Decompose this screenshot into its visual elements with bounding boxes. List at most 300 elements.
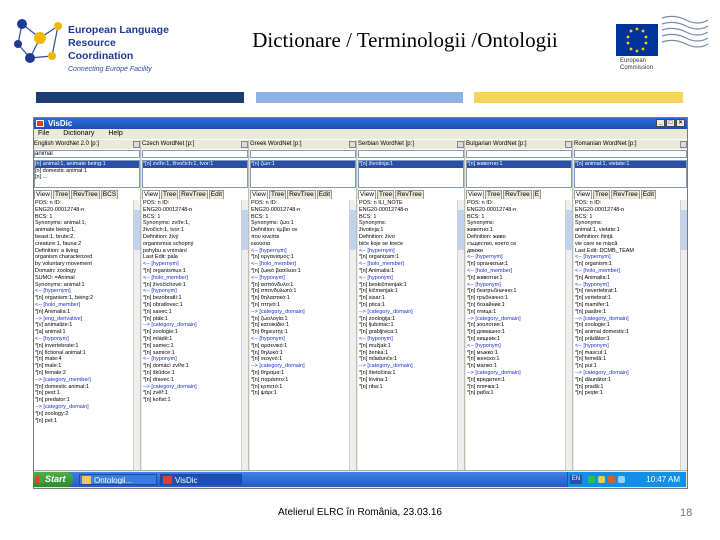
- panel-tab[interactable]: View: [36, 191, 50, 198]
- start-label: Start: [45, 474, 66, 484]
- synset-line[interactable]: *[n] organizam:1: [359, 254, 400, 261]
- system-tray: [567, 472, 686, 487]
- synset-line[interactable]: *[n] škůdce:1: [143, 369, 175, 376]
- synset-line: που κινείται: [251, 233, 280, 240]
- synset-line[interactable]: *[n] dăunător:1: [575, 376, 612, 383]
- synset-line: Synonyms: zvíře:1,: [143, 220, 190, 227]
- window-titlebar[interactable]: [34, 118, 687, 129]
- panel-tabs: [34, 190, 140, 199]
- synset-line: BCS: 1: [467, 213, 485, 220]
- panel-search-input[interactable]: [250, 150, 356, 158]
- panel-results-list: [34, 160, 140, 188]
- taskbar-item-ontologii[interactable]: [79, 474, 157, 485]
- panel-tab[interactable]: RevTree: [181, 191, 206, 198]
- synset-line[interactable]: *[n] mužjak:1: [359, 342, 391, 349]
- synset-line: POS: n ILI_NOTE: [359, 200, 403, 206]
- dictionary-panel: [34, 140, 141, 470]
- synset-line: ENG20-00012748-n: [251, 206, 301, 213]
- panel-results-list: [142, 160, 248, 188]
- menu-dictionary[interactable]: Dictionary: [63, 130, 95, 137]
- panel-dictionary-select[interactable]: [250, 140, 356, 149]
- visdic-app-icon: [163, 476, 172, 484]
- synset-line[interactable]: *[n] riba:1: [359, 383, 383, 390]
- synset-line: --> [category_domain]: [251, 363, 305, 370]
- scrollbar-thumb[interactable]: [681, 210, 687, 250]
- panel-scrollbar[interactable]: [133, 200, 140, 470]
- panel-dictionary-name: Serbian WordNet [p:]: [358, 141, 414, 147]
- synset-line[interactable]: *[n] малко:1: [467, 363, 497, 370]
- synset-line: organismus schopný: [143, 240, 194, 247]
- synset-line[interactable]: *[n] kičmenjak:1: [359, 288, 398, 295]
- synset-line[interactable]: *[n] животни:1: [467, 274, 503, 281]
- panel-dictionary-select[interactable]: [34, 140, 140, 149]
- synset-line[interactable]: *[n] ψάρι:1: [251, 390, 277, 397]
- synset-line[interactable]: *[n] риба:1: [467, 390, 494, 397]
- panel-tab[interactable]: Tree: [594, 191, 609, 198]
- synset-line: <-- [hypernym]: [359, 247, 395, 254]
- synset-line: by voluntary movement: [35, 261, 92, 268]
- elrc-logo-text: [68, 24, 170, 76]
- synset-line[interactable]: *[n] zoologie:1: [575, 322, 610, 329]
- ec-logo-caption: [620, 58, 653, 72]
- synset-line: ENG20-00012748-n: [575, 206, 625, 213]
- synset-line[interactable]: *[n] παράσιτο:1: [251, 376, 289, 383]
- decor-bar-navy: [36, 92, 244, 103]
- synset-line[interactable]: *[n] pește:1: [575, 390, 603, 397]
- panel-tab[interactable]: View: [360, 191, 374, 198]
- synset-line[interactable]: *[n] πτηνό:1: [251, 301, 281, 308]
- language-indicator[interactable]: EN: [571, 476, 581, 482]
- synset-line: <-- [hyponym]: [359, 335, 393, 342]
- synset-line[interactable]: *[n] mate:4: [35, 356, 62, 363]
- menu-bar: [34, 129, 687, 139]
- synset-line[interactable]: *[n] domácí zvíře:1: [143, 363, 189, 370]
- synset-line[interactable]: *[n] grabljivica:1: [359, 329, 398, 336]
- synset-line[interactable]: *[n] vertebrat:1: [575, 295, 612, 302]
- synset-line[interactable]: *[n] zoologie:1: [143, 329, 178, 336]
- app-icon: [36, 120, 44, 127]
- synset-line[interactable]: *[n] ασπόνδυλο:1: [251, 281, 294, 288]
- synset-line: Synonyms:: [467, 220, 495, 227]
- elrc-logo-line2: Resource Coordination: [68, 37, 134, 62]
- panel-results-list: [466, 160, 572, 188]
- elrc-logo: [10, 10, 170, 75]
- synset-line[interactable]: *[n] prădător:1: [575, 335, 610, 342]
- synset-line[interactable]: *[n] организъм:1: [467, 261, 509, 268]
- synset-line[interactable]: *[n] pasăre:1: [575, 308, 607, 315]
- synset-line: Synonyms:: [575, 220, 603, 227]
- synset-line: <-- [holo_member]: [35, 301, 81, 308]
- synset-line[interactable]: *[n] femelă:1: [575, 356, 606, 363]
- panel-tab[interactable]: BCS: [102, 191, 117, 198]
- synset-line[interactable]: *[n] domestic animal:1: [35, 383, 90, 390]
- list-item[interactable]: *[n] animal:1, vietate:1: [575, 161, 686, 168]
- slide-title: Dictionare / Terminologii /Ontologii: [252, 28, 558, 52]
- panel-tabs: [358, 190, 464, 199]
- start-button[interactable]: [33, 472, 73, 487]
- synset-line[interactable]: *[n] mládě:1: [143, 335, 173, 342]
- panel-scrollbar[interactable]: [241, 200, 248, 470]
- list-item[interactable]: *[n] zvíře:1, živočich:1, tvor:1: [143, 161, 247, 168]
- chevron-down-icon[interactable]: [457, 141, 464, 148]
- synset-line: --> [category_domain]: [143, 322, 197, 329]
- panel-tab[interactable]: Tree: [378, 191, 393, 198]
- visdic-window: [33, 117, 688, 489]
- synset-line[interactable]: *[n] dravec:1: [143, 376, 174, 383]
- synset-line: Synonyms:: [359, 220, 387, 227]
- dictionary-panel: [142, 140, 249, 470]
- synset-line: --> [category_domain]: [251, 308, 305, 315]
- close-icon[interactable]: ×: [676, 119, 685, 127]
- synset-line: <-- [hypernym]: [143, 261, 179, 268]
- panel-tab[interactable]: RevTree: [613, 191, 638, 198]
- synset-line[interactable]: *[n] домашно:1: [467, 329, 505, 336]
- synset-line[interactable]: *[n] zoology:2: [35, 410, 69, 417]
- synset-line: <-- [holo_member]: [467, 267, 513, 274]
- panel-tab[interactable]: RevTree: [289, 191, 314, 198]
- decor-bar-lightblue: [256, 92, 463, 103]
- synset-line[interactable]: *[n] бозайник:1: [467, 301, 505, 308]
- synset-line: živočich:1, tvor:1: [143, 227, 184, 234]
- synset-line[interactable]: *[n] živočichové:1: [143, 281, 186, 288]
- synset-line: <-- [holo_member]: [143, 274, 189, 281]
- panel-search-input[interactable]: [574, 150, 687, 158]
- synset-line[interactable]: *[n] θηλυκό:1: [251, 349, 283, 356]
- synset-line: Synonyms: animal:1,: [35, 220, 87, 227]
- synset-line[interactable]: *[n] плячка:1: [467, 383, 499, 390]
- windows-logo-icon: [36, 476, 43, 483]
- panel-tab[interactable]: RevTree: [397, 191, 422, 198]
- folder-icon: [82, 476, 91, 484]
- window-title: VisDic: [48, 119, 73, 128]
- synset-line: Synonyms: ζώο:1: [251, 220, 294, 227]
- synset-line: SUMO: =Animal: [35, 274, 75, 281]
- panel-synset-view: [358, 200, 458, 470]
- synset-line: <-- [hyponym]: [467, 281, 501, 288]
- synset-line: animal:1, vietate:1: [575, 227, 620, 234]
- elrc-logo-tagline: Connecting Europe Facility: [68, 66, 152, 73]
- synset-line[interactable]: *[n] ptica:1: [359, 301, 385, 308]
- synset-line: --> [category_domain]: [359, 363, 413, 370]
- panel-tab[interactable]: Edit: [642, 191, 654, 198]
- synset-line[interactable]: *[n] pest:1: [35, 390, 60, 397]
- panel-search-input[interactable]: [142, 150, 248, 158]
- synset-line[interactable]: *[n] lovina:1: [359, 376, 388, 383]
- synset-line[interactable]: *[n] male:1: [35, 363, 62, 370]
- minimize-icon[interactable]: _: [656, 119, 665, 127]
- synset-line: същество, което се: [467, 240, 517, 247]
- synset-line[interactable]: *[n] bezobratlí:1: [143, 295, 182, 302]
- synset-line[interactable]: *[n] θηλαστικό:1: [251, 295, 290, 302]
- panel-dictionary-select[interactable]: [466, 140, 572, 149]
- synset-line[interactable]: *[n] kořist:1: [143, 397, 171, 404]
- page-number: 18: [680, 507, 693, 519]
- synset-line: životinja:1: [359, 227, 384, 234]
- panel-tab[interactable]: Edit: [210, 191, 222, 198]
- panel-tab[interactable]: View: [252, 191, 266, 198]
- panel-results-list: [574, 160, 687, 188]
- panel-tab[interactable]: Edit: [318, 191, 330, 198]
- panel-tab[interactable]: Tree: [270, 191, 285, 198]
- maximize-icon[interactable]: □: [666, 119, 675, 127]
- synset-line[interactable]: *[n] sisar:1: [359, 295, 385, 302]
- synset-line[interactable]: *[n] mascul:1: [575, 349, 607, 356]
- synset-line: <-- [hyponym]: [143, 356, 177, 363]
- panel-tab[interactable]: Tree: [54, 191, 69, 198]
- synset-line[interactable]: *[n] κατοικίδιο:1: [251, 322, 289, 329]
- synset-line[interactable]: *[n] хищник:1: [467, 335, 501, 342]
- panel-synset-view: [250, 200, 350, 470]
- panel-tab[interactable]: Tree: [162, 191, 177, 198]
- dictionary-panel: [250, 140, 357, 470]
- synset-line: движи: [467, 247, 483, 254]
- synset-line: --> [eng_derivative]: [35, 315, 83, 322]
- chevron-down-icon[interactable]: [133, 141, 140, 148]
- synset-line[interactable]: *[n] zoologija:1: [359, 315, 396, 322]
- synset-line: Last Edit: DCMB_TEAM: [575, 247, 634, 254]
- synset-line[interactable]: *[n] zvěř:1: [143, 390, 168, 397]
- panel-tab[interactable]: View: [576, 191, 590, 198]
- scrollbar-thumb[interactable]: [242, 210, 248, 250]
- synset-line: BCS: 1: [251, 213, 269, 220]
- synset-line: <-- [hyponym]: [359, 274, 393, 281]
- synset-line[interactable]: *[n] samice:1: [143, 349, 175, 356]
- synset-line[interactable]: *[n] гръбначно:1: [467, 295, 508, 302]
- synset-line: <-- [hyponym]: [143, 288, 177, 295]
- dictionary-panel: [358, 140, 465, 470]
- synset-line[interactable]: *[n] female:2: [35, 369, 66, 376]
- synset-line: pohybu a vnímání: [143, 247, 187, 254]
- synset-line[interactable]: *[n] pet:1: [35, 417, 58, 424]
- dictionary-panel: [574, 140, 688, 470]
- list-item[interactable]: *[n] животно:1: [467, 161, 571, 168]
- synset-line: животно:1: [467, 227, 493, 234]
- synset-line[interactable]: *[n] θήραμα:1: [251, 369, 285, 376]
- synset-line: <-- [hyponym]: [467, 342, 501, 349]
- synset-line: Last Edit: pala: [143, 254, 178, 261]
- panel-tab[interactable]: RevTree: [73, 191, 98, 198]
- synset-line[interactable]: *[n] organism:1: [575, 261, 612, 268]
- panel-tabs: [142, 190, 248, 199]
- synset-line[interactable]: *[n] pradă:1: [575, 383, 604, 390]
- synset-line[interactable]: *[n] mamifer:1: [575, 301, 610, 308]
- synset-line[interactable]: *[n] вредител:1: [467, 376, 506, 383]
- panel-dictionary-name: Romanian WordNet [p:]: [574, 141, 637, 147]
- panel-tab[interactable]: E: [534, 191, 540, 198]
- synset-line: ENG20-00012748-n: [143, 206, 193, 213]
- synset-line[interactable]: *[n] samec:1: [143, 342, 174, 349]
- synset-line[interactable]: *[n] νεογνό:1: [251, 356, 283, 363]
- synset-line: <-- [hypernym]: [251, 247, 287, 254]
- panel-dictionary-select[interactable]: [358, 140, 464, 149]
- synset-line[interactable]: *[n] αρσενικό:1: [251, 342, 288, 349]
- panel-results-list: [358, 160, 464, 188]
- panel-search-input[interactable]: [358, 150, 464, 158]
- ec-logo-line1: European: [620, 58, 647, 64]
- list-item[interactable]: *[n] životinja:1: [359, 161, 463, 168]
- volume-icon[interactable]: [618, 476, 625, 483]
- synset-line: Synonyms: animal:1: [35, 281, 85, 288]
- panel-tab[interactable]: RevTree: [505, 191, 530, 198]
- synset-line: Definition: έμβιο ον: [251, 227, 298, 234]
- synset-line: BCS: 1: [575, 213, 593, 220]
- panel-synset-view: [574, 200, 681, 470]
- synset-line: biće koje se kreće: [359, 240, 404, 247]
- panel-synset-view: [142, 200, 242, 470]
- synset-line[interactable]: *[n] nevertebrat:1: [575, 288, 618, 295]
- synset-line: Domain: zoology: [35, 267, 76, 274]
- synset-line[interactable]: *[n] Animalia:1: [575, 274, 611, 281]
- synset-line[interactable]: *[n] птица:1: [467, 308, 497, 315]
- synset-line[interactable]: *[n] pták:1: [143, 315, 168, 322]
- menu-file[interactable]: File: [38, 130, 50, 137]
- panel-dictionary-select[interactable]: [574, 140, 687, 149]
- synset-line: εκούσια: [251, 240, 270, 247]
- synset-line[interactable]: *[n] зоология:1: [467, 322, 505, 329]
- dictionary-panel: [466, 140, 573, 470]
- synset-line: POS: n ID:: [35, 200, 62, 206]
- security-icon[interactable]: [598, 476, 605, 483]
- synset-line: --> [category_domain]: [359, 308, 413, 315]
- clock[interactable]: 10:47 AM: [646, 475, 680, 484]
- synset-line[interactable]: *[n] женско:1: [467, 356, 500, 363]
- synset-line: POS: n ID:: [575, 200, 602, 206]
- synset-line: <-- [hyponym]: [251, 335, 285, 342]
- synset-line[interactable]: *[n] ερπετό:1: [251, 383, 283, 390]
- synset-line: <-- [hyponym]: [35, 335, 69, 342]
- synset-line: ENG20-00012748-n: [467, 206, 517, 213]
- chevron-down-icon[interactable]: [241, 141, 248, 148]
- synset-line: <-- [holo_member]: [251, 261, 297, 268]
- synset-line[interactable]: *[n] beskičmenjak:1: [359, 281, 407, 288]
- panel-tab[interactable]: View: [468, 191, 482, 198]
- list-item[interactable]: [n] animal:1, animate being:1: [35, 161, 139, 168]
- synset-line[interactable]: *[n] ζωολογία:1: [251, 315, 288, 322]
- synset-line: Definition: živo: [359, 233, 395, 240]
- synset-line[interactable]: *[n] ženka:1: [359, 349, 389, 356]
- list-item[interactable]: [n] domestic animal:1: [35, 167, 87, 174]
- synset-line: BCS: 1: [143, 213, 161, 220]
- synset-line: <-- [hypernym]: [575, 254, 611, 261]
- synset-line[interactable]: *[n] obratlovec:1: [143, 301, 183, 308]
- synset-line[interactable]: *[n] οργανισμός:1: [251, 254, 294, 261]
- synset-line: creature:1, fauna:2: [35, 240, 82, 247]
- chevron-down-icon[interactable]: [680, 141, 687, 148]
- synset-line: --> [category_member]: [35, 376, 91, 383]
- scrollbar-thumb[interactable]: [566, 210, 572, 250]
- list-item[interactable]: [n] ...: [35, 174, 48, 180]
- panel-tabs: [250, 190, 356, 199]
- synset-line[interactable]: *[n] ljubimac:1: [359, 322, 394, 329]
- panel-tabs: [466, 190, 572, 199]
- panel-scrollbar[interactable]: [457, 200, 464, 470]
- taskbar-item-visdic[interactable]: [160, 474, 242, 485]
- elrc-logo-line1: European Language: [68, 24, 169, 36]
- synset-line[interactable]: *[n] predator:1: [35, 397, 70, 404]
- synset-line: --> [category_domain]: [575, 315, 629, 322]
- panel-dictionary-select[interactable]: [142, 140, 248, 149]
- panel-scrollbar[interactable]: [680, 200, 687, 470]
- synset-line[interactable]: *[n] invertebrate:1: [35, 342, 79, 349]
- scrollbar-thumb[interactable]: [350, 210, 356, 250]
- dictionary-panels: [34, 140, 687, 470]
- synset-line[interactable]: *[n] безгръбначно:1: [467, 288, 517, 295]
- synset-line[interactable]: *[n] мъжко:1: [467, 349, 498, 356]
- synset-line: <-- [hypernym]: [35, 288, 71, 295]
- synset-line: organism characterized: [35, 254, 93, 261]
- panel-search-input[interactable]: [466, 150, 572, 158]
- chevron-down-icon[interactable]: [565, 141, 572, 148]
- menu-help[interactable]: Help: [108, 130, 123, 137]
- taskbar: [33, 472, 686, 487]
- panel-scrollbar[interactable]: [349, 200, 356, 470]
- synset-line: Definition: ființă: [575, 233, 613, 240]
- synset-line: BCS: 1: [35, 213, 53, 220]
- synset-line[interactable]: *[n] organismus:1: [143, 267, 186, 274]
- panel-synset-view: [34, 200, 134, 470]
- panel-tabs: [574, 190, 687, 199]
- panel-dictionary-name: Bulgarian WordNet [p:]: [466, 141, 527, 147]
- chevron-down-icon[interactable]: [349, 141, 356, 148]
- synset-line: Definition: a living: [35, 247, 79, 254]
- synset-line[interactable]: *[n] θηρευτής:1: [251, 329, 288, 336]
- taskbar-item-label: Ontologii...: [94, 476, 133, 485]
- synset-line: POS: n ID:: [467, 200, 494, 206]
- decor-bar-yellow: [474, 92, 683, 103]
- synset-line[interactable]: *[n] animal domestic:1: [575, 329, 630, 336]
- synset-line[interactable]: *[a] animal:1: [35, 329, 66, 336]
- synset-line: --> [category_domain]: [575, 369, 629, 376]
- antivirus-icon[interactable]: [608, 476, 615, 483]
- synset-line[interactable]: *[v] animalize:1: [35, 322, 73, 329]
- synset-line: <-- [hyponym]: [251, 274, 285, 281]
- synset-line: beast:1, brute:2,: [35, 233, 75, 240]
- synset-line[interactable]: *[n] savec:1: [143, 308, 172, 315]
- synset-line: --> [category_domain]: [467, 315, 521, 322]
- synset-line[interactable]: *[n] mladunče:1: [359, 356, 398, 363]
- synset-line: POS: n ID:: [143, 200, 170, 206]
- synset-line[interactable]: *[n] σπονδυλωτό:1: [251, 288, 297, 295]
- synset-line[interactable]: *[n] Animalia:1: [35, 308, 71, 315]
- synset-line[interactable]: *[n] štetočina:1: [359, 369, 396, 376]
- synset-line[interactable]: *[n] organism:1, being:2: [35, 295, 94, 302]
- synset-line[interactable]: *[n] pui:1: [575, 363, 597, 370]
- list-item[interactable]: *[n] ζώο:1: [251, 161, 355, 168]
- panel-dictionary-name: English WordNet 2.0 [p:]: [34, 141, 99, 147]
- synset-line: <-- [hypernym]: [467, 254, 503, 261]
- slide-footer: Atelierul ELRC în România, 23.03.16: [278, 507, 442, 518]
- synset-line: ENG20-00012748-n: [359, 206, 409, 213]
- synset-line: <-- [holo_member]: [575, 267, 621, 274]
- synset-line: vie care se mișcă: [575, 240, 618, 247]
- panel-synset-view: [466, 200, 566, 470]
- elrc-network-icon: [10, 10, 68, 72]
- taskbar-item-label: VisDic: [175, 476, 198, 485]
- panel-tab[interactable]: View: [144, 191, 158, 198]
- panel-tab[interactable]: Tree: [486, 191, 501, 198]
- synset-line[interactable]: *[n] Animalia:1: [359, 267, 395, 274]
- synset-line[interactable]: *[n] fictional animal:1: [35, 349, 86, 356]
- scrollbar-thumb[interactable]: [134, 210, 140, 250]
- scrollbar-thumb[interactable]: [458, 210, 464, 250]
- synset-line: Definition: живо: [467, 233, 506, 240]
- panel-search-input[interactable]: animal: [34, 150, 140, 158]
- network-icon[interactable]: [588, 476, 595, 483]
- synset-line[interactable]: *[n] ζωικό βασίλειο:1: [251, 267, 301, 274]
- synset-line: <-- [hyponym]: [575, 281, 609, 288]
- panel-results-list: [250, 160, 356, 188]
- panel-scrollbar[interactable]: [565, 200, 572, 470]
